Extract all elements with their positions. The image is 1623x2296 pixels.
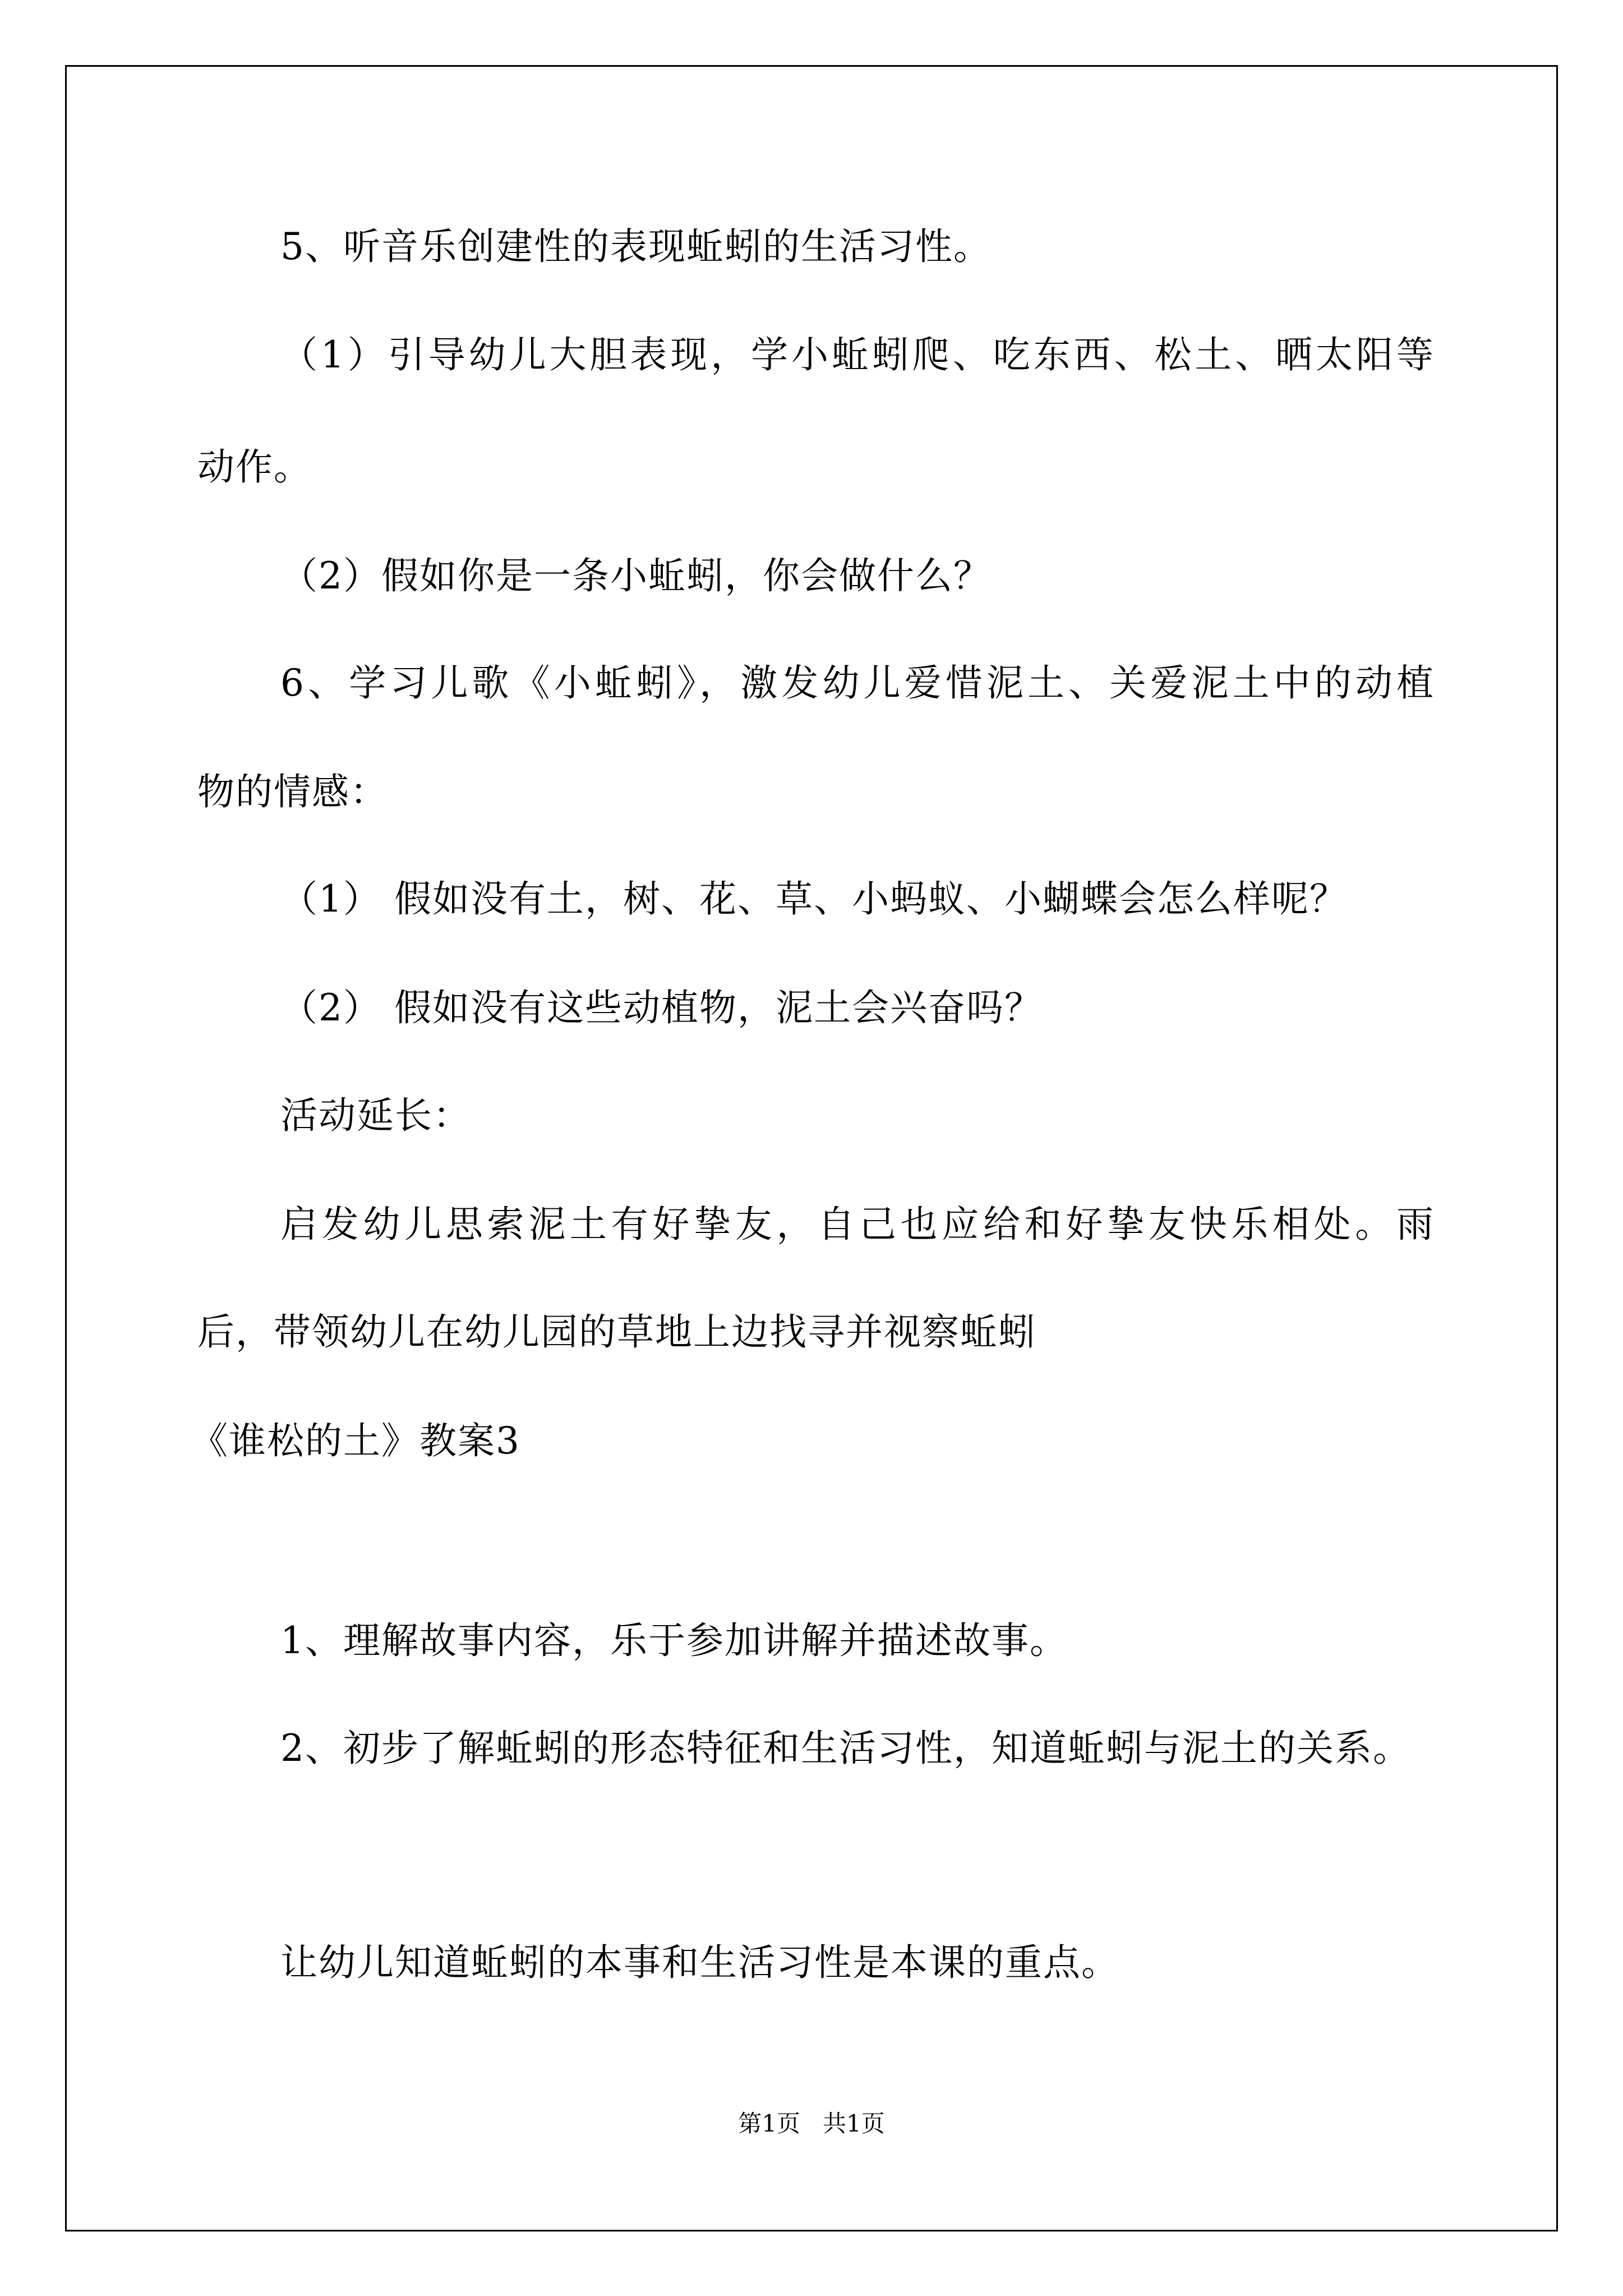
activity-extension-line2: 后，带领幼儿在幼儿园的草地上边找寻并视察蚯蚓 <box>197 1310 1036 1354</box>
paragraph-step-5-1-line2: 动作。 <box>197 445 312 489</box>
paragraph-step-5-1-line1: （1）引导幼儿大胆表现，学小蚯蚓爬、吃东西、松土、晒太阳等 <box>280 333 1435 376</box>
activity-extension-line1: 启发幼儿思索泥土有好挚友，自己也应给和好挚友快乐相处。雨 <box>280 1203 1435 1246</box>
paragraph-step-5-2: （2）假如你是一条小蚯蚓，你会做什么？ <box>280 554 992 597</box>
paragraph-step-6-line2: 物的情感： <box>197 770 388 813</box>
objective-1: 1、理解故事内容，乐于参加讲解并描述故事。 <box>280 1619 1068 1662</box>
paragraph-step-5: 5、听音乐创建性的表现蚯蚓的生活习性。 <box>280 225 992 268</box>
page-footer: 第1页 共1页 <box>738 2110 885 2137</box>
paragraph-step-6-1: （1） 假如没有土，树、花、草、小蚂蚁、小蝴蝶会怎么样呢？ <box>280 877 1348 921</box>
page-border <box>65 65 1558 2231</box>
key-point: 让幼儿知道蚯蚓的本事和生活习性是本课的重点。 <box>280 1941 1119 1984</box>
paragraph-step-6-2: （2） 假如没有这些动植物，泥土会兴奋吗？ <box>280 986 1043 1029</box>
paragraph-step-6-line1: 6、学习儿歌《小蚯蚓》，激发幼儿爱惜泥土、关爱泥土中的动植 <box>280 661 1435 705</box>
lesson-plan-heading: 《谁松的土》教案3 <box>191 1419 520 1462</box>
objective-2: 2、初步了解蚯蚓的形态特征和生活习性，知道蚯蚓与泥土的关系。 <box>280 1727 1411 1770</box>
activity-extension-label: 活动延长： <box>280 1094 471 1137</box>
